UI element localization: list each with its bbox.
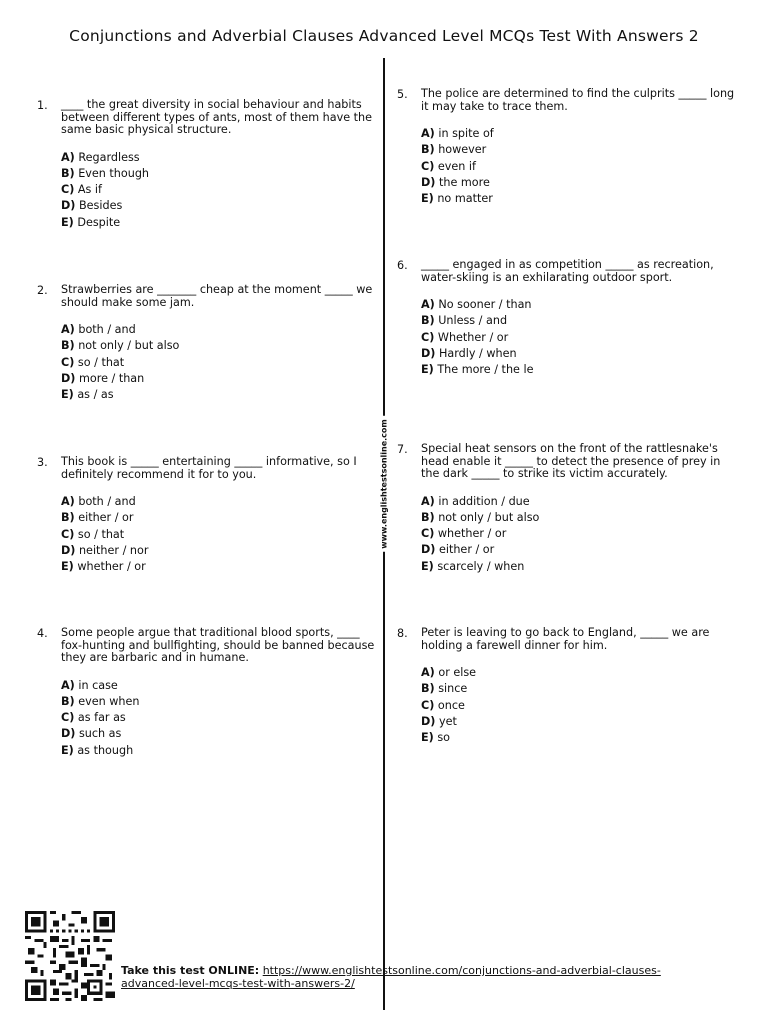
option-letter: E) — [61, 743, 74, 757]
option-text: Regardless — [78, 150, 140, 164]
option-text: both / and — [78, 495, 136, 508]
option-text: as far as — [77, 711, 126, 725]
option-text: scarcely / when — [437, 559, 525, 573]
option-text: No sooner / than — [438, 298, 532, 311]
answer-option[interactable] — [61, 510, 379, 526]
answer-options — [61, 494, 379, 575]
option-letter: D) — [61, 543, 76, 557]
option-letter: B) — [61, 694, 75, 708]
option-text: in spite of — [438, 127, 494, 140]
question-number: 6. — [397, 259, 408, 272]
answer-option[interactable] — [61, 527, 379, 543]
answer-options — [421, 297, 739, 378]
option-letter: B) — [421, 143, 435, 157]
answer-option[interactable] — [421, 175, 739, 191]
option-letter: B) — [61, 511, 75, 525]
question-number: 3. — [37, 456, 48, 469]
option-text: Whether / or — [437, 330, 509, 344]
option-letter: C) — [61, 711, 75, 725]
answer-option[interactable] — [421, 665, 739, 681]
option-letter: A) — [421, 666, 435, 679]
question-7 — [397, 442, 739, 575]
option-text: so — [437, 731, 451, 745]
option-letter: C) — [421, 527, 435, 541]
option-letter: E) — [421, 192, 434, 206]
option-letter: B) — [61, 339, 75, 353]
answer-option[interactable] — [421, 730, 739, 746]
option-letter: C) — [421, 159, 435, 173]
option-text: as though — [77, 743, 134, 757]
option-text: in case — [78, 678, 118, 692]
answer-option[interactable] — [61, 182, 379, 198]
answer-option[interactable] — [421, 681, 739, 697]
option-text: or else — [438, 666, 477, 679]
page-title: Conjunctions and Adverbial Clauses Advanced Level MCQs Test With Answers 2 — [69, 27, 699, 45]
answer-option[interactable] — [421, 362, 739, 378]
option-text: Hardly / when — [438, 346, 517, 360]
option-text: either / or — [438, 543, 495, 557]
answer-option[interactable] — [61, 371, 379, 387]
answer-option[interactable] — [61, 543, 379, 559]
option-letter: E) — [421, 363, 434, 377]
answer-option[interactable] — [61, 338, 379, 354]
answer-option[interactable] — [421, 494, 739, 510]
option-text: Besides — [78, 199, 123, 213]
option-letter: E) — [61, 388, 74, 402]
answer-options — [421, 665, 739, 746]
option-letter: B) — [421, 314, 435, 328]
answer-option[interactable] — [421, 542, 739, 558]
answer-option[interactable] — [61, 215, 379, 231]
option-text: the more — [438, 175, 490, 189]
answer-option[interactable] — [421, 510, 739, 526]
option-text: so / that — [77, 355, 125, 369]
option-text: whether / or — [437, 527, 507, 541]
option-text: not only / but also — [438, 510, 540, 524]
option-text: either / or — [78, 511, 134, 525]
question-text: _____ engaged in as competition _____ as recreation, water-skiing is an exhilarating outdoor sport. — [421, 258, 714, 284]
answer-option[interactable] — [421, 714, 739, 730]
option-text: Unless / and — [438, 314, 508, 328]
option-letter: C) — [421, 698, 435, 712]
option-text: neither / nor — [78, 543, 149, 557]
answer-option[interactable] — [421, 159, 739, 175]
question-text: The police are determined to find the culprits _____ long it may take to trace them. — [421, 87, 735, 113]
footer-label: Take this test ONLINE: — [121, 964, 260, 977]
question-number: 8. — [397, 627, 408, 640]
answer-option[interactable] — [61, 694, 379, 710]
question-text: Special heat sensors on the front of the rattlesnake's head enable it _____ to detect the presence of prey in the dark _____ to strike its victim accurately. — [421, 442, 721, 480]
option-text: even when — [78, 694, 140, 708]
option-letter: A) — [421, 494, 435, 508]
answer-option[interactable] — [61, 678, 379, 694]
option-letter: C) — [61, 183, 75, 197]
answer-option[interactable] — [421, 142, 739, 158]
answer-option[interactable] — [61, 726, 379, 742]
option-text: As if — [77, 183, 102, 197]
option-text: in addition / due — [438, 494, 530, 508]
option-text: so / that — [77, 527, 125, 541]
option-letter: A) — [61, 678, 75, 692]
option-letter: D) — [61, 727, 76, 741]
option-text: more / than — [78, 371, 145, 385]
option-text: yet — [438, 714, 457, 728]
option-letter: B) — [421, 682, 435, 696]
option-text: once — [437, 698, 465, 712]
answer-option[interactable] — [61, 710, 379, 726]
question-number: 1. — [37, 99, 48, 112]
answer-option[interactable] — [421, 191, 739, 207]
answer-option[interactable] — [421, 559, 739, 575]
answer-options — [421, 494, 739, 575]
question-text: Peter is leaving to go back to England, _____ we are holding a farewell dinner for him. — [421, 626, 710, 652]
option-letter: C) — [61, 527, 75, 541]
option-letter: D) — [61, 199, 76, 213]
option-letter: A) — [421, 127, 435, 140]
question-8 — [397, 626, 739, 746]
answer-option[interactable] — [421, 330, 739, 346]
option-letter: A) — [421, 298, 435, 311]
option-letter: E) — [421, 559, 434, 573]
option-letter: E) — [421, 731, 434, 745]
answer-option[interactable] — [421, 297, 739, 313]
option-letter: C) — [61, 355, 75, 369]
option-letter: A) — [61, 323, 75, 336]
answer-option[interactable] — [61, 150, 379, 166]
answer-option[interactable] — [421, 126, 739, 142]
question-1 — [37, 98, 379, 231]
answer-option[interactable] — [61, 166, 379, 182]
answer-options — [61, 678, 379, 759]
test-online-link[interactable]: https://www.englishtestsonline.com/conjunctions-and-adverbial-clauses-advanced-level-mcqs-test-with-answers-2/ — [121, 964, 661, 990]
question-number: 2. — [37, 284, 48, 297]
option-text: however — [438, 143, 487, 157]
answer-option[interactable] — [421, 313, 739, 329]
question-text: Strawberries are _______ cheap at the moment _____ we should make some jam. — [61, 283, 373, 309]
answer-option[interactable] — [61, 494, 379, 510]
question-number: 7. — [397, 443, 408, 456]
question-3 — [37, 455, 379, 575]
option-text: both / and — [78, 323, 136, 336]
answer-option[interactable] — [61, 355, 379, 371]
question-4 — [37, 626, 379, 759]
question-text: Some people argue that traditional blood sports, ____ fox-hunting and bullfighting, should be banned because they are barbaric and in humane. — [61, 626, 375, 664]
answer-option[interactable] — [61, 743, 379, 759]
option-letter: A) — [61, 495, 75, 508]
option-text: even if — [437, 159, 476, 173]
option-text: whether / or — [77, 560, 146, 574]
answer-options — [421, 126, 739, 207]
option-text: Despite — [77, 215, 121, 229]
option-letter: A) — [61, 150, 75, 164]
question-text: This book is _____ entertaining _____ informative, so I definitely recommend it for to you. — [61, 455, 357, 481]
question-6 — [397, 258, 739, 378]
option-text: The more / the le — [437, 363, 534, 377]
question-5 — [397, 87, 739, 207]
option-letter: E) — [61, 215, 74, 229]
option-text: no matter — [437, 192, 493, 206]
option-text: as / as — [77, 388, 114, 402]
answer-option[interactable] — [421, 346, 739, 362]
option-letter: D) — [421, 714, 436, 728]
question-number: 4. — [37, 627, 48, 640]
option-letter: D) — [61, 371, 76, 385]
answer-option[interactable] — [61, 387, 379, 403]
option-text: not only / but also — [78, 339, 180, 353]
option-letter: E) — [61, 560, 74, 574]
side-website-text: www.englishtestsonline.com — [380, 416, 389, 552]
option-text: Even though — [78, 166, 150, 180]
option-letter: B) — [421, 510, 435, 524]
option-text: such as — [78, 727, 122, 741]
question-2 — [37, 283, 379, 403]
answer-option[interactable] — [421, 526, 739, 542]
answer-option[interactable] — [61, 198, 379, 214]
option-letter: B) — [61, 166, 75, 180]
option-text: since — [438, 682, 468, 696]
answer-option[interactable] — [421, 698, 739, 714]
footer — [121, 964, 681, 990]
option-letter: D) — [421, 543, 436, 557]
answer-option[interactable] — [61, 322, 379, 338]
answer-options — [61, 322, 379, 403]
qr-code-icon[interactable] — [25, 911, 115, 1001]
option-letter: D) — [421, 346, 436, 360]
question-text: ____ the great diversity in social behaviour and habits between different types of ants, most of them have the same basic physical structure. — [61, 98, 373, 136]
question-number: 5. — [397, 88, 408, 101]
answer-options — [61, 150, 379, 231]
answer-option[interactable] — [61, 559, 379, 575]
option-letter: C) — [421, 330, 435, 344]
option-letter: D) — [421, 175, 436, 189]
